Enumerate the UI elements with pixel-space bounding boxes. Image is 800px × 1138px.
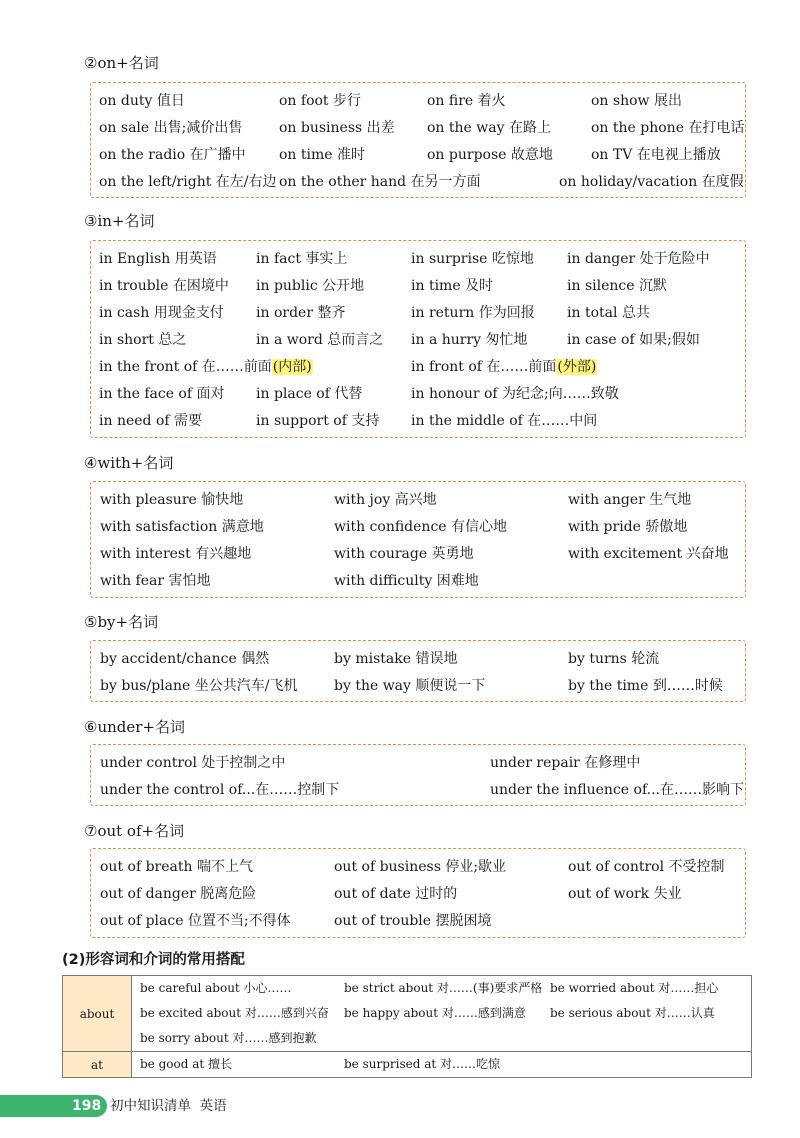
phrase: on purpose 故意地: [427, 147, 553, 163]
phrase: in English 用英语: [99, 251, 217, 267]
phrase: with courage 英勇地: [334, 546, 474, 562]
collocation: be excited about 对……感到兴奋: [140, 1006, 329, 1020]
section-box-by: [90, 640, 746, 702]
phrase: on fire 着火: [427, 93, 506, 109]
book-subject: 英语: [199, 1098, 227, 1114]
phrase-row: [91, 778, 745, 802]
phrase: on holiday/vacation 在度假: [559, 174, 744, 190]
phrase: with pride 骄傲地: [568, 519, 688, 535]
phrase: in total 总共: [567, 305, 650, 321]
phrase: in order 整齐: [256, 305, 346, 321]
section-box-out-of: [90, 848, 746, 938]
phrase-row: [91, 674, 745, 698]
phrase: [411, 355, 597, 379]
phrase: in silence 沉默: [567, 278, 667, 294]
phrase: on the other hand 在另一方面: [279, 174, 481, 190]
phrase: out of business 停业;歇业: [334, 859, 507, 875]
phrase: with joy 高兴地: [334, 492, 437, 508]
phrase: with anger 生气地: [568, 492, 692, 508]
phrase-row: [91, 116, 745, 140]
section-heading-with: ④with+名词: [84, 454, 174, 472]
phrase-row: [91, 247, 745, 271]
phrase: in fact 事实上: [256, 251, 348, 267]
phrase: out of place 位置不当;不得体: [100, 913, 291, 929]
phrase-row: [91, 355, 745, 379]
phrase: on time 准时: [279, 147, 366, 163]
phrase-row: [91, 488, 745, 512]
phrase: in a hurry 匆忙地: [411, 332, 528, 348]
phrase: out of date 过时的: [334, 886, 458, 902]
table-row: [63, 1052, 752, 1078]
phrase: in public 公开地: [256, 278, 365, 294]
phrase: with fear 害怕地: [100, 573, 211, 589]
section-heading-under: ⑥under+名词: [84, 718, 185, 736]
phrase: on duty 值日: [99, 93, 185, 109]
collocation: be sorry about 对……感到抱歉: [140, 1031, 317, 1045]
phrase: with pleasure 愉快地: [100, 492, 244, 508]
phrase-row: [91, 647, 745, 671]
section-heading-by: ⑤by+名词: [84, 613, 159, 631]
prep-cell-at: at: [63, 1052, 132, 1078]
phrase: under the control of...在……控制下: [100, 782, 340, 798]
phrase: in support of 支持: [256, 413, 380, 429]
phrase: in need of 需要: [99, 413, 203, 429]
phrase: with confidence 有信心地: [334, 519, 508, 535]
phrase: out of trouble 摆脱困境: [334, 913, 492, 929]
collocation: be careful about 小心……: [140, 981, 292, 995]
phrase: in time 及时: [411, 278, 494, 294]
phrase: under control 处于控制之中: [100, 755, 286, 771]
phrase: out of control 不受控制: [568, 859, 725, 875]
phrase: on the radio 在广播中: [99, 147, 246, 163]
footer-book-title: [110, 1095, 227, 1117]
phrase: by the time 到……时候: [568, 678, 723, 694]
phrase-row: [91, 274, 745, 298]
collocation-line: [132, 976, 751, 1001]
phrase-row: [91, 301, 745, 325]
phrase: by bus/plane 坐公共汽车/飞机: [100, 678, 298, 694]
phrase-row: [91, 89, 745, 113]
phrase: in a word 总而言之: [256, 332, 384, 348]
phrase: in surprise 吃惊地: [411, 251, 534, 267]
collocation-line: [132, 1026, 751, 1051]
phrase: in honour of 为纪念;向……致敬: [411, 386, 619, 402]
section-box-in: [90, 240, 746, 438]
phrase-text: in the front of 在……前面: [99, 359, 272, 375]
phrase-row: [91, 882, 745, 906]
phrase-row: [91, 569, 745, 593]
collocation-line: [132, 1052, 751, 1077]
section-heading-on: ②on+名词: [84, 54, 159, 72]
phrase: in short 总之: [99, 332, 187, 348]
phrase: in cash 用现金支付: [99, 305, 224, 321]
section-box-on: [90, 82, 746, 198]
phrase: with excitement 兴奋地: [568, 546, 729, 562]
phrase: [99, 355, 313, 379]
phrase: under the influence of...在……影响下: [490, 782, 744, 798]
phrase: by the way 顺便说一下: [334, 678, 486, 694]
collocation-cell: [132, 976, 752, 1052]
phrase: out of danger 脱离危险: [100, 886, 257, 902]
book-title: 初中知识清单: [110, 1098, 191, 1114]
phrase: in trouble 在困境中: [99, 278, 229, 294]
prep-cell-about: about: [63, 976, 132, 1052]
phrase-row: [91, 515, 745, 539]
phrase: by mistake 错误地: [334, 651, 458, 667]
phrase: out of breath 喘不上气: [100, 859, 253, 875]
phrase: with satisfaction 满意地: [100, 519, 264, 535]
collocation: be happy about 对……感到满意: [344, 1006, 526, 1020]
footer-accent-bar: [0, 1095, 66, 1117]
collocation-line: [132, 1001, 751, 1026]
section-box-with: [90, 481, 746, 598]
phrase-row: [91, 170, 745, 194]
phrase: by accident/chance 偶然: [100, 651, 270, 667]
phrase-row: [91, 542, 745, 566]
subsection-title: (2)形容词和介词的常用搭配: [62, 952, 245, 968]
phrase-row: [91, 855, 745, 879]
table-row: [63, 976, 752, 1052]
phrase-row: [91, 409, 745, 433]
phrase-row: [91, 328, 745, 352]
collocation: be good at 擅长: [140, 1057, 233, 1071]
phrase: on business 出差: [279, 120, 395, 136]
phrase: in return 作为回报: [411, 305, 535, 321]
phrase-row: [91, 143, 745, 167]
phrase: on show 展出: [591, 93, 682, 109]
phrase: out of work 失业: [568, 886, 682, 902]
collocation: be strict about 对……(事)要求严格: [344, 981, 543, 995]
phrase: by turns 轮流: [568, 651, 660, 667]
page-footer: [0, 1095, 800, 1117]
phrase: on foot 步行: [279, 93, 362, 109]
phrase-row: [91, 382, 745, 406]
collocation-cell: [132, 1052, 752, 1078]
highlight-inside: (内部): [272, 359, 312, 375]
phrase: in the face of 面对: [99, 386, 225, 402]
phrase: in place of 代替: [256, 386, 363, 402]
phrase-row: [91, 909, 745, 933]
phrase: on the phone 在打电话: [591, 120, 745, 136]
phrase: on the left/right 在左/右边: [99, 174, 277, 190]
phrase: in the middle of 在……中间: [411, 413, 598, 429]
phrase: with difficulty 困难地: [334, 573, 479, 589]
phrase: in danger 处于危险中: [567, 251, 710, 267]
page-number: 198: [66, 1095, 107, 1117]
adj-prep-table: [62, 975, 752, 1078]
collocation: be surprised at 对……吃惊: [344, 1057, 501, 1071]
collocation: be serious about 对……认真: [550, 1006, 715, 1020]
phrase-text: in front of 在……前面: [411, 359, 557, 375]
phrase: on the way 在路上: [427, 120, 551, 136]
collocation: be worried about 对……担心: [550, 981, 719, 995]
section-box-under: [90, 744, 746, 806]
phrase: on sale 出售;减价出售: [99, 120, 243, 136]
phrase: in case of 如果;假如: [567, 332, 700, 348]
phrase: with interest 有兴趣地: [100, 546, 252, 562]
section-heading-in: ③in+名词: [84, 212, 155, 230]
phrase: under repair 在修理中: [490, 755, 641, 771]
highlight-outside: (外部): [557, 359, 597, 375]
phrase: on TV 在电视上播放: [591, 147, 721, 163]
phrase-row: [91, 751, 745, 775]
section-heading-out-of: ⑦out of+名词: [84, 822, 185, 840]
